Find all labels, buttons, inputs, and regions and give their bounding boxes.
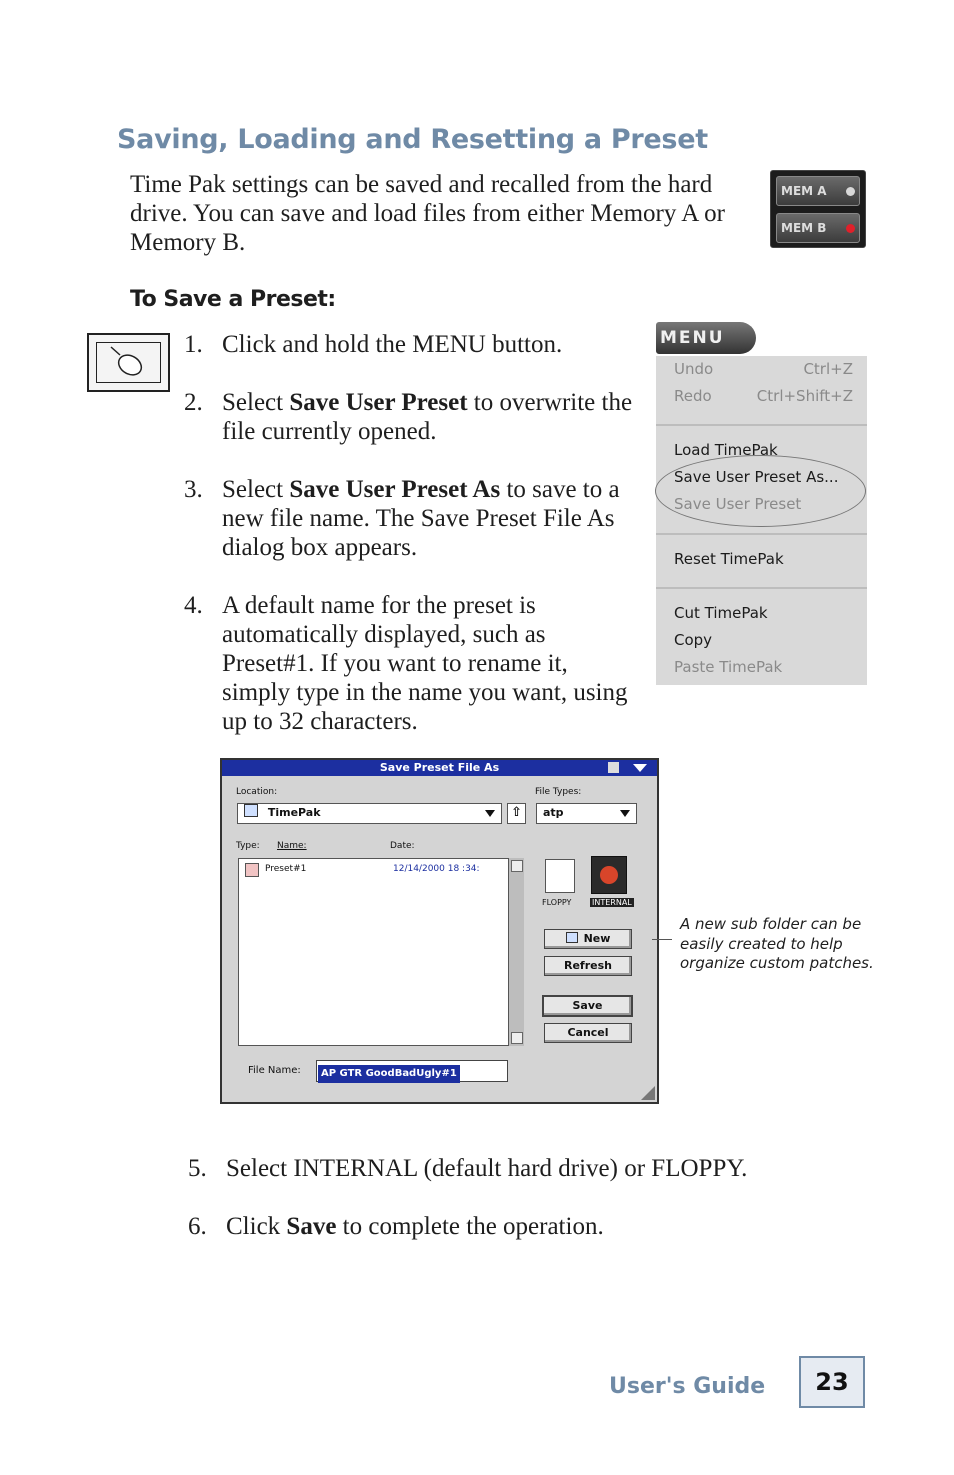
menu-item-cut-timepak bbox=[674, 604, 853, 626]
step-text: Click Save to complete the operation. bbox=[226, 1213, 604, 1240]
step-text: Select INTERNAL (default hard drive) or FLOPPY. bbox=[226, 1155, 748, 1182]
step-text: A default name for the preset is automatically displayed, such as Preset#1. If you want to rename it, simply type in the name you want, using up to 32 characters. bbox=[222, 592, 628, 735]
menu-separator bbox=[656, 587, 867, 589]
step-text: Click and hold the MENU button. bbox=[222, 331, 563, 358]
floppy-label: FLOPPY bbox=[542, 898, 572, 907]
page-number: 23 bbox=[799, 1356, 865, 1408]
file-name-label: File Name: bbox=[248, 1065, 301, 1076]
step-number: 2. bbox=[184, 389, 203, 416]
menu-item-label: Redo bbox=[674, 387, 712, 405]
step-text: Select Save User Preset As to save to a new file name. The Save Preset File As dialog box appears. bbox=[222, 476, 620, 561]
file-types-dropdown bbox=[536, 803, 637, 824]
menu-item-redo bbox=[674, 387, 853, 409]
name-column-header: Name: bbox=[277, 841, 307, 851]
mouse-icon bbox=[87, 333, 170, 392]
location-label: Location: bbox=[236, 787, 278, 797]
type-column-header: Type: bbox=[236, 841, 260, 851]
preset-file-icon bbox=[245, 863, 259, 877]
menu-button: MENU bbox=[656, 322, 756, 354]
menu-item-label: Save User Preset bbox=[674, 495, 802, 513]
step-1 bbox=[184, 330, 634, 359]
scroll-down-icon bbox=[511, 1032, 523, 1044]
location-value: TimePak bbox=[267, 806, 321, 819]
folder-icon bbox=[244, 804, 258, 817]
step-number: 4. bbox=[184, 592, 203, 619]
floppy-disk-icon bbox=[545, 859, 575, 893]
step-text: Select Save User Preset to overwrite the file currently opened. bbox=[222, 389, 633, 445]
file-types-label: File Types: bbox=[535, 787, 582, 797]
step-3 bbox=[184, 475, 634, 562]
file-list bbox=[238, 858, 524, 1046]
step-number: 3. bbox=[184, 476, 203, 503]
menu-item-label: Reset TimePak bbox=[674, 550, 784, 568]
step-4 bbox=[184, 591, 634, 736]
file-name-value: AP GTR GoodBadUgly#1 bbox=[318, 1065, 460, 1083]
subhead-save-preset: To Save a Preset: bbox=[130, 287, 336, 312]
file-date-cell: 12/14/2000 18 :34: bbox=[393, 864, 480, 874]
drive-disc-icon bbox=[600, 866, 618, 884]
date-column-header: Date: bbox=[390, 841, 415, 851]
cancel-button: Cancel bbox=[544, 1023, 632, 1043]
file-name-cell: Preset#1 bbox=[265, 864, 307, 874]
location-dropdown bbox=[237, 803, 502, 824]
step-6 bbox=[188, 1212, 828, 1241]
new-folder-icon bbox=[566, 932, 578, 943]
file-name-input bbox=[316, 1060, 508, 1082]
menu-item-label: Paste TimePak bbox=[674, 658, 783, 676]
save-preset-dialog bbox=[220, 758, 659, 1104]
mem-a-led-icon bbox=[846, 187, 855, 196]
footer-title: User's Guide bbox=[609, 1374, 766, 1399]
menu-item-label: Cut TimePak bbox=[674, 604, 768, 622]
file-list-scrollbar bbox=[508, 858, 524, 1046]
menu-item-reset-timepak bbox=[674, 550, 853, 572]
resize-grip-icon bbox=[641, 1086, 655, 1100]
menu-item-paste-timepak bbox=[674, 658, 853, 680]
dialog-title-bar bbox=[222, 760, 657, 776]
mem-a-button bbox=[776, 176, 860, 206]
chevron-down-icon bbox=[620, 810, 630, 817]
menu-item-label: Undo bbox=[674, 360, 714, 378]
mem-b-led-icon bbox=[846, 224, 855, 233]
menu-item-shortcut: Ctrl+Shift+Z bbox=[756, 387, 853, 405]
mouse-shape-icon bbox=[87, 333, 170, 392]
new-folder-button bbox=[544, 929, 632, 949]
internal-drive-icon bbox=[591, 856, 627, 894]
collapse-triangle-icon bbox=[633, 764, 647, 772]
menu-separator bbox=[656, 424, 867, 426]
menu-item-label: Load TimePak bbox=[674, 441, 778, 459]
refresh-button: Refresh bbox=[544, 956, 632, 976]
menu-item-copy bbox=[674, 631, 853, 653]
menu-item-undo bbox=[674, 360, 853, 382]
intro-paragraph: Time Pak settings can be saved and recalled from the hard drive. You can save and load files from either Memory A or Memory B. bbox=[130, 171, 726, 256]
memory-buttons-image bbox=[770, 170, 866, 248]
file-row bbox=[245, 863, 515, 877]
window-box-icon bbox=[608, 762, 619, 773]
menu-separator bbox=[656, 533, 867, 535]
step-number: 5. bbox=[188, 1155, 207, 1182]
mem-a-label: MEM A bbox=[781, 184, 827, 198]
step-2 bbox=[184, 388, 634, 446]
highlight-ellipse bbox=[655, 455, 866, 527]
callout-note: A new sub folder can be easily created to help organize custom patches. bbox=[680, 915, 874, 972]
menu-item-label: Save User Preset As... bbox=[674, 468, 839, 486]
mem-b-button bbox=[776, 213, 860, 243]
callout-leader-line bbox=[652, 939, 672, 940]
parent-folder-icon: ⇧ bbox=[507, 803, 526, 824]
scroll-up-icon bbox=[511, 860, 523, 872]
step-number: 6. bbox=[188, 1213, 207, 1240]
file-types-value: atp bbox=[543, 806, 564, 819]
save-button: Save bbox=[542, 995, 633, 1017]
internal-label: INTERNAL bbox=[592, 898, 632, 907]
step-number: 1. bbox=[184, 331, 203, 358]
step-5 bbox=[188, 1154, 828, 1183]
section-title: Saving, Loading and Resetting a Preset bbox=[117, 124, 708, 155]
mem-b-label: MEM B bbox=[781, 221, 827, 235]
menu-item-label: Copy bbox=[674, 631, 713, 649]
new-button-label: New bbox=[583, 932, 611, 945]
chevron-down-icon bbox=[485, 810, 495, 817]
dialog-title: Save Preset File As bbox=[379, 761, 500, 774]
menu-item-shortcut: Ctrl+Z bbox=[803, 360, 853, 378]
